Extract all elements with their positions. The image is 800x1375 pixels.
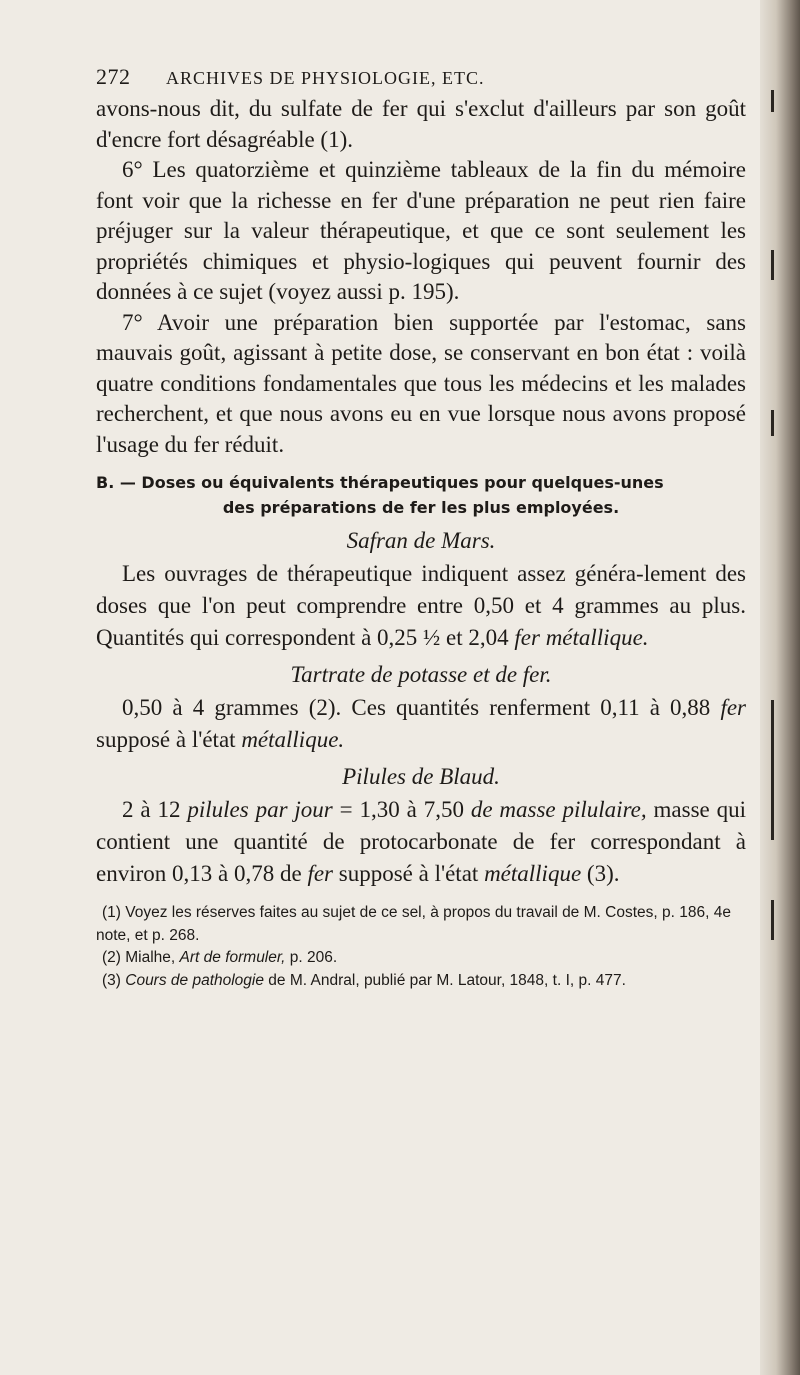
edge-mark — [771, 900, 774, 940]
edge-mark — [771, 410, 774, 436]
page-edge-shadow — [760, 0, 800, 1375]
page-number: 272 — [96, 64, 131, 89]
text-run: (3) — [102, 971, 126, 989]
text-run: (2) Mialhe, — [102, 949, 180, 966]
text-run-italic: pilules par jour — [187, 797, 333, 822]
text-run: masse qui contient une quantité de protocarbonate de fer correspondant à environ 0,13 à 0,78 de — [96, 797, 746, 886]
text-run: 2 à 12 — [122, 797, 188, 822]
section-heading-line: des préparations de fer les plus employées. — [222, 498, 620, 517]
text-run: p. 206. — [285, 949, 338, 966]
paragraph: 7° Avoir une préparation bien supportée par l'estomac, sans mauvais goût, agissant à petite dose, se conservant en bon état : voilà quatre conditions fondamentales que tous les médecins et les malades recherchent, et que nous avons eu en vue lorsque nous avons proposé l'usage du fer réduit. — [96, 309, 746, 457]
page-content — [96, 64, 746, 992]
edge-mark — [771, 90, 774, 112]
footnote — [96, 947, 746, 970]
subheading-safran: Safran de Mars. — [346, 528, 496, 553]
text-run-italic: métallique. — [241, 727, 345, 752]
running-head — [96, 64, 746, 94]
section-heading-line: B. — Doses ou équivalents thérapeutiques pour quelques-unes — [96, 473, 664, 492]
edge-mark — [771, 250, 774, 280]
subheading-tartrate: Tartrate de potasse et de fer. — [290, 662, 552, 687]
text-run-italic: fer — [307, 861, 333, 886]
paragraph: 6° Les quatorzième et quinzième tableaux de la fin du mémoire font voir que la richesse en fer d'une préparation ne peut rien faire préjuger sur la valeur thérapeutique, et que ce sont seulement les propriétés chimiques et physio-logiques qui peuvent fournir des données à ce sujet (voyez aussi p. 195). — [96, 157, 746, 304]
running-title: ARCHIVES DE PHYSIOLOGIE, ETC. — [166, 68, 485, 88]
paragraph-tartrate — [96, 692, 746, 756]
text-run: 0,50 à 4 grammes (2). Ces quantités renferment 0,11 à 0,88 — [122, 695, 721, 720]
text-run: supposé à l'état — [333, 861, 485, 886]
edge-mark — [771, 700, 774, 840]
text-run-italic: fer métallique. — [514, 625, 649, 650]
text-run-italic: métallique — [484, 861, 582, 886]
paragraph: avons-nous dit, du sulfate de fer qui s'exclut d'ailleurs par son goût d'encre fort désagréable (1). — [96, 96, 746, 152]
footnote: (1) Voyez les réserves faites au sujet de ce sel, à propos du travail de M. Costes, p. 186, 4e note, et p. 268. — [96, 904, 731, 944]
paragraph-safran — [96, 558, 746, 654]
text-run: supposé à l'état — [96, 727, 242, 752]
text-run: = 1,30 à 7,50 — [332, 797, 471, 822]
text-run-italic: Art de formuler, — [179, 949, 286, 966]
text-run-italic: de masse pilulaire, — [470, 797, 647, 822]
subheading-blaud: Pilules de Blaud. — [342, 764, 500, 789]
text-run-italic: Cours de pathologie — [125, 971, 264, 989]
text-run: Les ouvrages de thérapeutique indiquent assez généra-lement des doses que l'on peut comprendre entre 0,50 et 4 grammes au plus. Quantités qui correspondent à 0,25 ½ et 2,04 — [96, 561, 746, 650]
paragraph-blaud — [96, 794, 746, 890]
text-run-italic: fer — [720, 695, 746, 720]
section-heading — [96, 470, 746, 520]
footnotes — [96, 902, 746, 992]
text-run: (3). — [581, 861, 620, 886]
text-run: de M. Andral, publié par M. Latour, 1848, t. I, p. 477. — [264, 971, 626, 989]
footnote — [96, 970, 746, 993]
